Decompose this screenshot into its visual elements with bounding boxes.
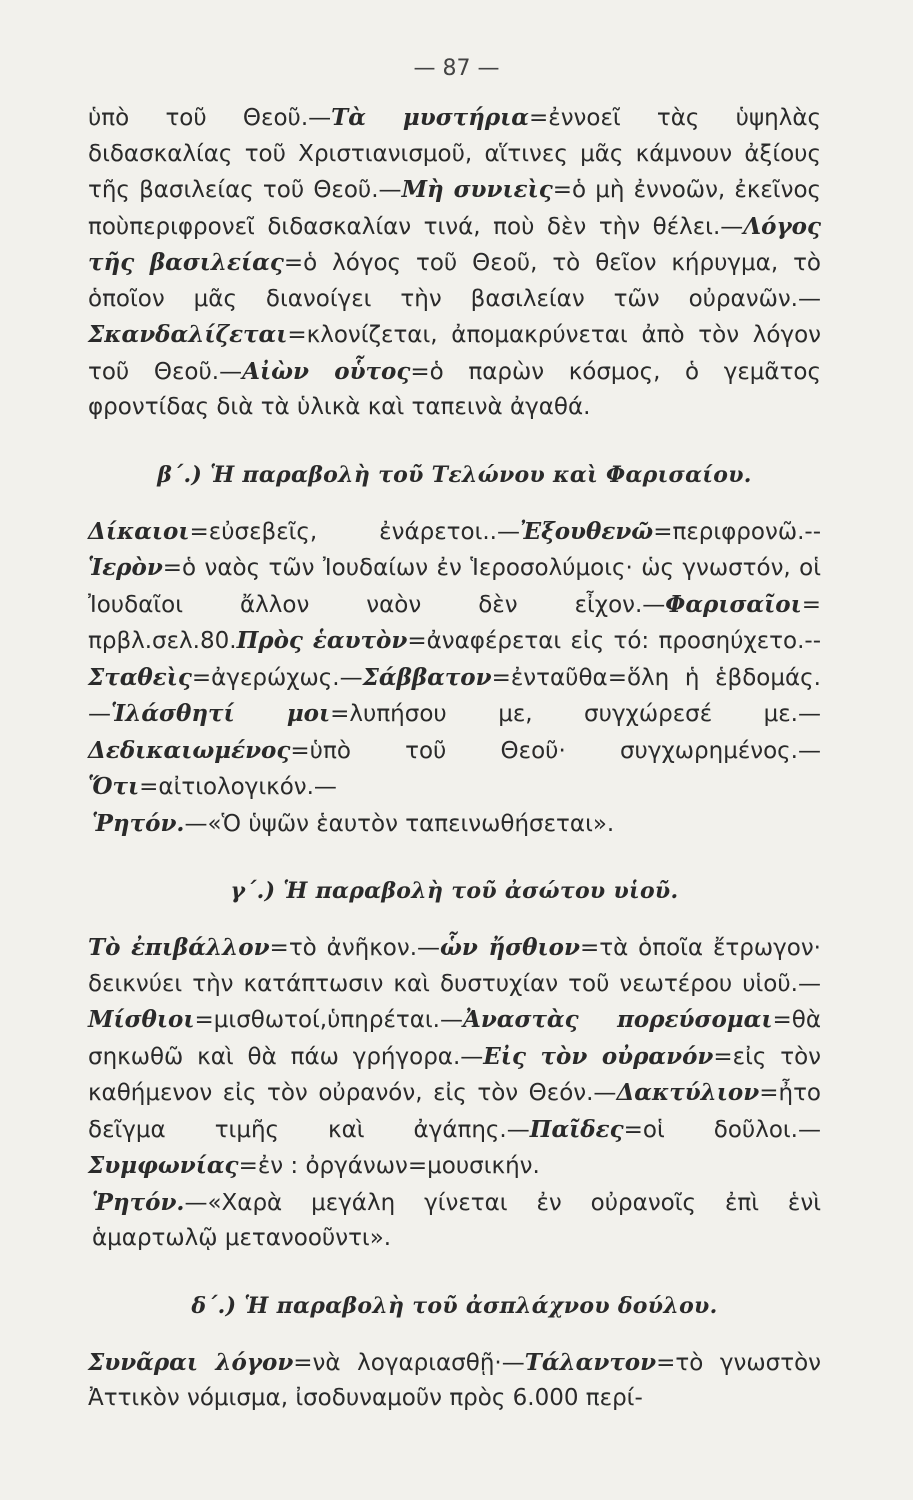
glossary-text: =ἦτο δεῖγμα τιμῆς καὶ ἀγάπης.— bbox=[88, 1080, 821, 1143]
glossary-text: =ὁ ναὸς τῶν Ἰουδαίων ἐν Ἱεροσολύμοις· ὡς γνωστόν, οἱ Ἰουδαῖοι ἄλλον ναὸν δὲν εἶχον.— bbox=[88, 555, 821, 618]
glossary-text: =κλονίζεται, ἀπομακρύνεται ἀπὸ τὸν λόγον τοῦ Θεοῦ.— bbox=[88, 322, 821, 385]
glossary-term: Μὴ συνιεὶς bbox=[401, 176, 553, 203]
glossary-term: Τὸ ἐπιβάλλον bbox=[88, 934, 270, 961]
glossary-text: =τὸ γνωστὸν Ἀττικὸν νόμισμα, ἰσοδυναμοῦν πρὸς 6.000 περί- bbox=[88, 1349, 821, 1411]
glossary-term: Ῥητόν. bbox=[92, 809, 185, 837]
glossary-text: —«Ὁ ὑψῶν ἑαυτὸν ταπεινωθήσεται». bbox=[184, 810, 615, 837]
glossary-term: Αἰὼν οὗτος bbox=[242, 357, 411, 385]
glossary-term: Ῥητόν. bbox=[92, 1188, 185, 1216]
glossary-text: =ὑπὸ τοῦ Θεοῦ· συγχωρημένος.— bbox=[290, 737, 821, 764]
glossary-term: Σταθεὶς bbox=[88, 663, 192, 691]
heading-delta: δ΄.) Ἡ παραβολὴ τοῦ ἀσπλάχνου δούλου. bbox=[191, 1292, 718, 1319]
glossary-term: Συνᾶραι λόγον bbox=[88, 1348, 294, 1376]
glossary-term: Μίσθιοι bbox=[88, 1006, 195, 1033]
glossary-text: =ἐν : ὀργάνων=μουσικήν. bbox=[238, 1153, 540, 1179]
glossary-term: Ἱερὸν bbox=[88, 554, 163, 581]
glossary-text: =λυπήσου με, συγχώρεσέ με.— bbox=[330, 701, 821, 727]
glossary-text: =εἰς τὸν καθήμενον εἰς τὸν οὐρανόν, εἰς τὸν Θεόν.— bbox=[88, 1043, 821, 1106]
glossary-term: Ἀναστὰς πορεύσομαι bbox=[462, 1006, 773, 1033]
glossary-text: =ὁ λόγος τοῦ Θεοῦ, τὸ θεῖον κήρυγμα, τὸ ὁποῖον μᾶς διανοίγει τὴν βασιλείαν τῶν οὐρανῶν.— bbox=[88, 250, 821, 312]
glossary-term: Ὅτι bbox=[88, 773, 140, 800]
glossary-text: =ὁ μὴ ἐννοῶν, ἐκεῖνος ποὺπεριφρονεῖ διδασκαλίαν τινά, ποὺ δὲν τὴν θέλει.— bbox=[88, 177, 822, 240]
glossary-text: =μισθωτοί,ὑπηρέται.— bbox=[194, 1007, 463, 1033]
glossary-text: =περιφρονῶ.-- bbox=[653, 518, 821, 545]
glossary-term: Πρὸς ἑαυτὸν bbox=[236, 627, 408, 654]
paragraph-glossary-2 bbox=[88, 514, 821, 806]
glossary-text: —«Χαρὰ μεγάλη γίνεται ἐν οὐρανοῖς ἐπὶ ἑνὶ ἁμαρτωλῷ μετανοοῦντι». bbox=[92, 1189, 821, 1251]
glossary-term: Φαρισαῖοι bbox=[665, 590, 802, 618]
paragraph-glossary-3 bbox=[88, 930, 821, 1185]
glossary-term: Ἐξουθενῶ bbox=[519, 517, 654, 545]
page-content bbox=[88, 100, 821, 1417]
paragraph-glossary-1 bbox=[88, 100, 821, 426]
glossary-text: =τὸ ἀνῆκον.— bbox=[269, 935, 441, 961]
glossary-text: =ἀγερώχως.— bbox=[191, 664, 363, 691]
glossary-term: Εἰς τὸν οὐρανόν bbox=[483, 1042, 714, 1070]
glossary-term: Παῖδες bbox=[529, 1115, 624, 1143]
glossary-text: =οἱ δοῦλοι.— bbox=[623, 1116, 821, 1143]
glossary-term: ὧν ἤσθιον bbox=[440, 934, 580, 961]
glossary-term: Σκανδαλίζεται bbox=[88, 321, 288, 348]
glossary-term: Δεδικαιωμένος bbox=[88, 736, 291, 764]
glossary-term: Τάλαντον bbox=[524, 1348, 657, 1376]
heading-beta: β΄.) Ἡ παραβολὴ τοῦ Τελώνου καὶ Φαρισαίου. bbox=[157, 461, 752, 488]
glossary-term: Λόγος τῆς βασιλείας bbox=[88, 212, 821, 276]
glossary-text: =νὰ λογαριασθῇ·— bbox=[293, 1349, 525, 1376]
saying-3 bbox=[88, 1185, 821, 1257]
heading-gamma: γ΄.) Ἡ παραβολὴ τοῦ ἀσώτου υἱοῦ. bbox=[230, 878, 679, 904]
glossary-text: =τὰ ὁποῖα ἔτρωγον· δεικνύει τὴν κατάπτωσιν καὶ δυστυχίαν τοῦ νεωτέρου υἱοῦ.— bbox=[88, 935, 821, 997]
paragraph-glossary-4 bbox=[88, 1345, 821, 1417]
glossary-text: =ἐνταῦθα=ὅλη ἡ ἑβδομάς.— bbox=[88, 664, 821, 727]
glossary-text: =ἐννοεῖ τὰς ὑψηλὰς διδασκαλίας τοῦ Χριστιανισμοῦ, αἵτινες μᾶς κάμνουν ἀξίους τῆς βασιλείας τοῦ Θεοῦ.— bbox=[88, 105, 821, 203]
glossary-term: Συμφωνίας bbox=[88, 1152, 239, 1179]
glossary-text: = πρβλ.σελ.80. bbox=[88, 591, 821, 654]
glossary-text: ὑπὸ τοῦ Θεοῦ.— bbox=[88, 105, 332, 131]
glossary-text: =ἀναφέρεται εἰς τό: προσηύχετο.-- bbox=[407, 628, 821, 654]
glossary-term: Δακτύλιον bbox=[616, 1079, 760, 1106]
glossary-text: =αἰτιολογικόν.— bbox=[139, 774, 337, 800]
glossary-text: =ὁ παρὼν κόσμος, ὁ γεμᾶτος φροντίδας διὰ τὰ ὑλικὰ καὶ ταπεινὰ ἀγαθά. bbox=[88, 358, 821, 420]
glossary-term: Δίκαιοι bbox=[88, 517, 190, 545]
glossary-text: =εὐσεβεῖς, ἐνάρετοι..— bbox=[189, 518, 520, 545]
saying-2 bbox=[88, 806, 821, 843]
glossary-term: Τὰ μυστήρια bbox=[331, 104, 529, 131]
glossary-term: Σάββατον bbox=[362, 663, 492, 691]
glossary-term: Ἱλάσθητί μοι bbox=[111, 700, 331, 727]
glossary-text: =θὰ σηκωθῶ καὶ θὰ πάω γρήγορα.— bbox=[88, 1007, 821, 1070]
page-number: — 87 — bbox=[413, 56, 500, 81]
